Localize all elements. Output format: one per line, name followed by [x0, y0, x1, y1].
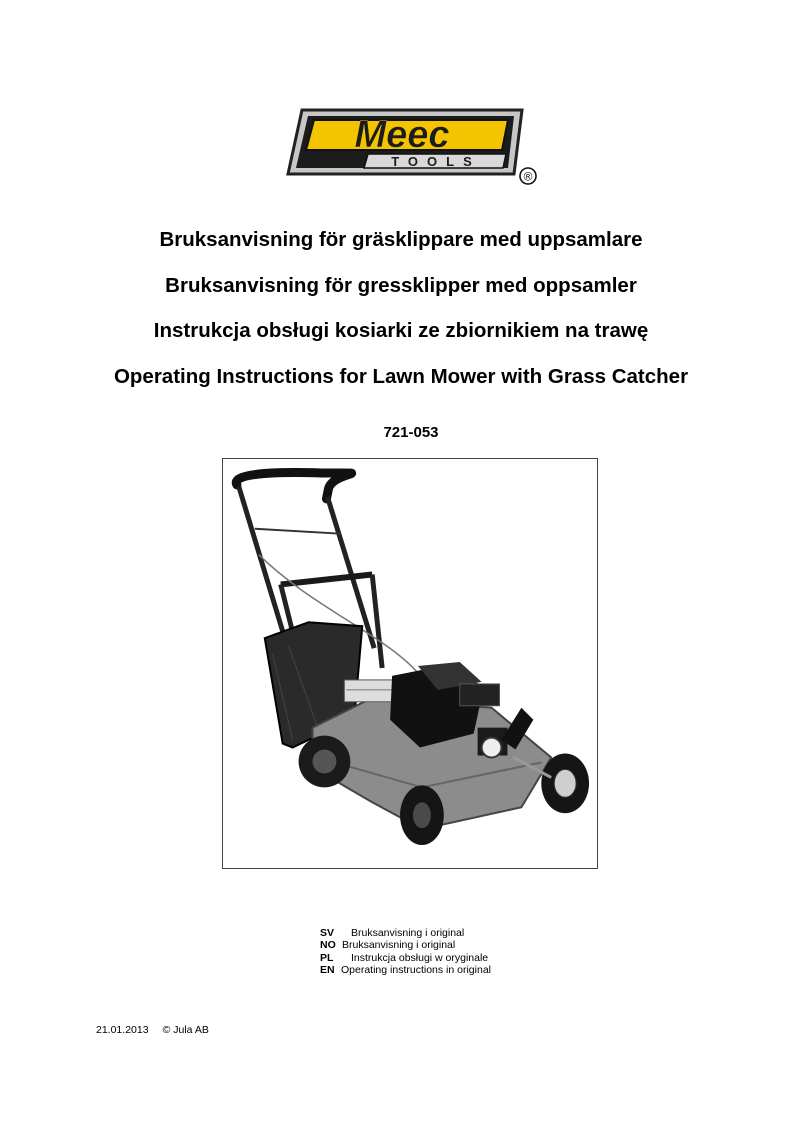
title-swedish: Bruksanvisning för gräsklippare med uppsamlare	[159, 228, 643, 251]
language-text: Operating instructions in original	[341, 963, 491, 976]
title-norwegian: Bruksanvisning för gressklipper med oppsamler	[165, 273, 637, 297]
language-code: PL	[320, 951, 334, 964]
language-row-no	[320, 939, 491, 951]
language-row-pl	[320, 952, 491, 964]
language-row-sv	[320, 927, 491, 939]
language-code: NO	[320, 939, 336, 952]
logo-brand-text: Meec	[354, 114, 450, 156]
language-code: SV	[320, 927, 335, 939]
language-code: EN	[320, 963, 335, 976]
language-list	[320, 927, 491, 976]
footer-copyright: © Jula AB	[162, 1024, 209, 1036]
language-text: Instrukcja obsługi w oryginale	[351, 951, 489, 964]
footer-date: 21.01.2013	[96, 1024, 149, 1036]
language-text: Bruksanvisning i original	[342, 939, 456, 952]
document-footer	[96, 1024, 223, 1036]
product-image	[222, 458, 598, 869]
language-row-en	[320, 964, 491, 976]
logo-tools-text: TOOLS	[391, 154, 481, 169]
model-number: 721-053	[383, 424, 439, 441]
title-english: Operating Instructions for Lawn Mower with Grass Catcher	[113, 364, 689, 388]
registered-mark: ®	[523, 169, 533, 184]
lawn-mower-icon	[223, 459, 597, 868]
title-polish: Instrukcja obsługi kosiarki ze zbiornikiem na trawę	[153, 319, 649, 342]
manual-titles	[0, 226, 802, 408]
language-text: Bruksanvisning i original	[351, 927, 465, 939]
meec-tools-logo	[284, 100, 540, 192]
